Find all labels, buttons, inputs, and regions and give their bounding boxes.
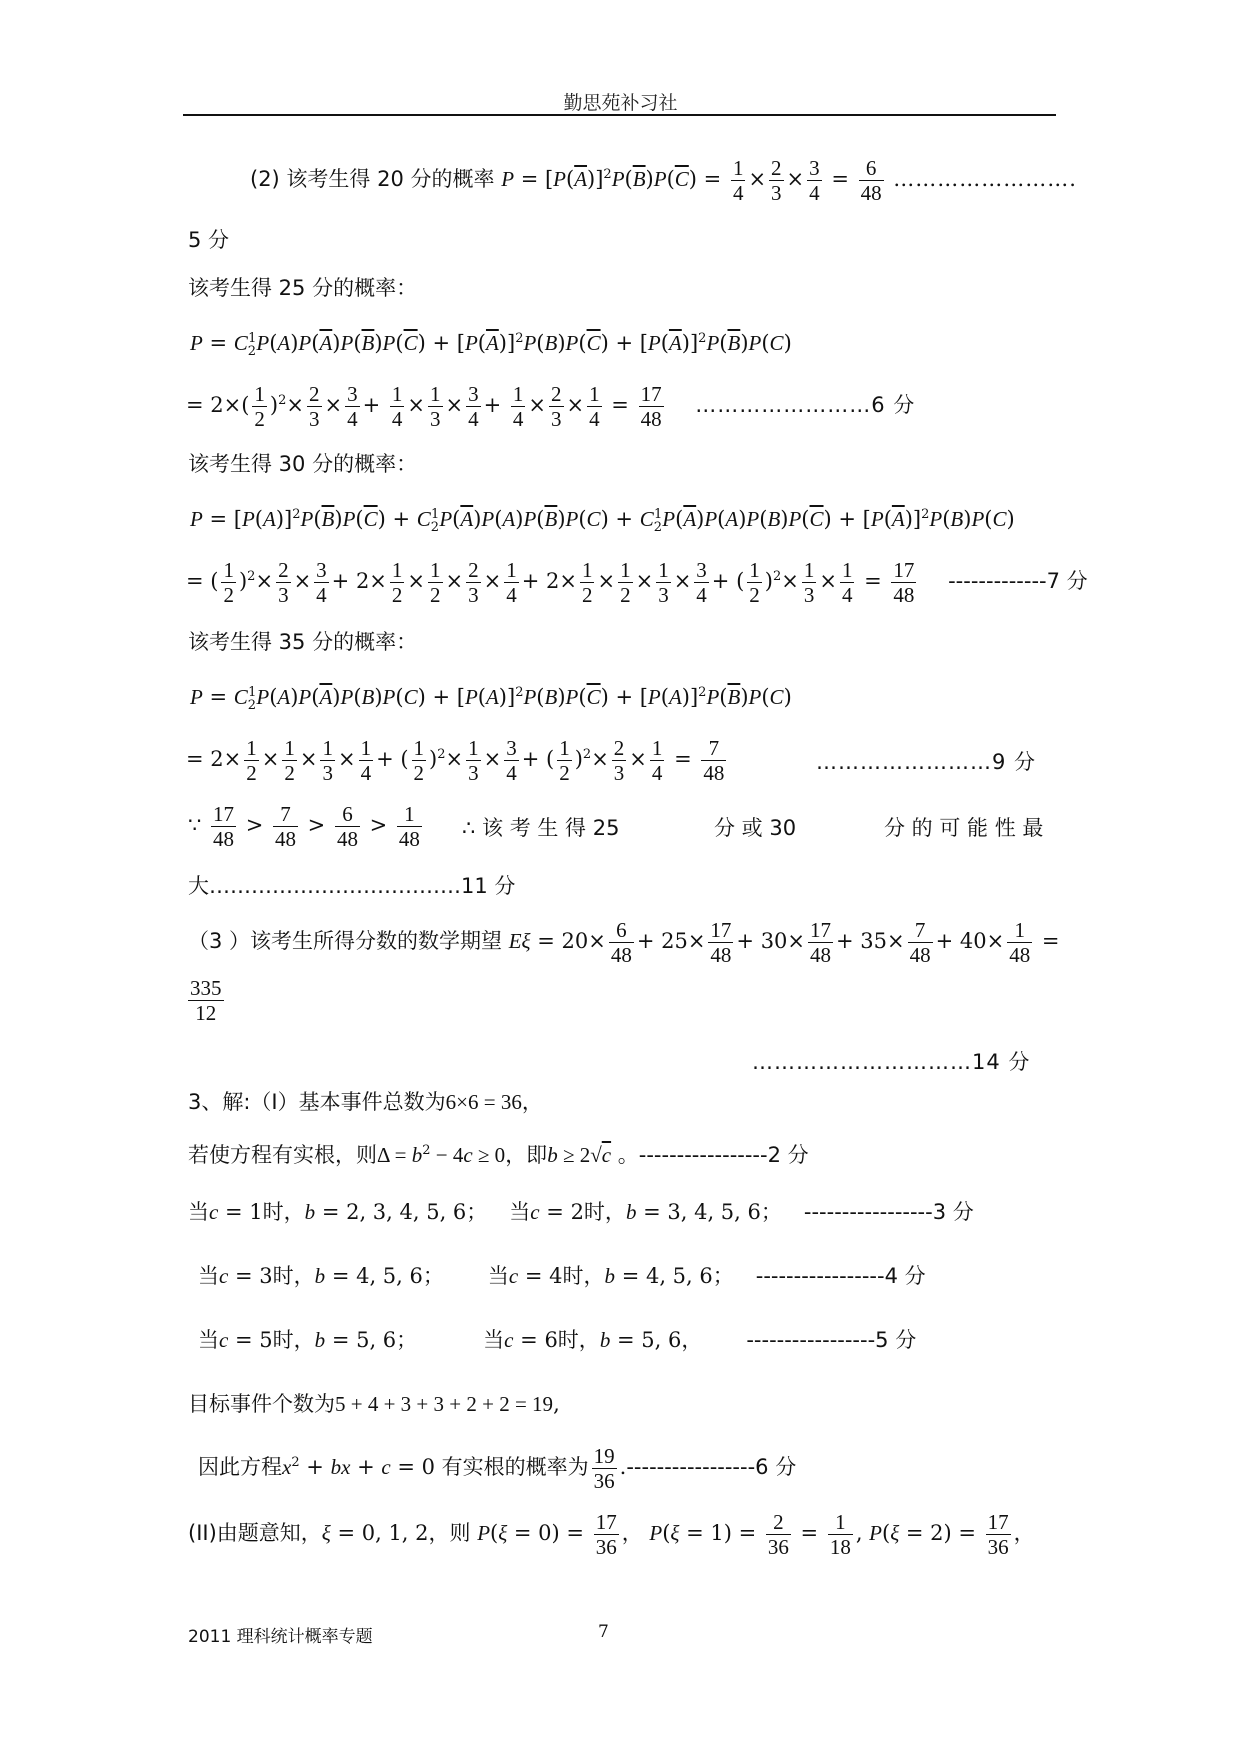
s3-mark2: -----------------2 分 — [638, 1143, 809, 1167]
p30-formula: $P = [P(A)]^2P(\overline{B})P(\overline{C}) + C_2^1P(\overline{A})P(A)P(\overline{B})P(C) + C_2^1P(\overline{A})P(A)P(B)P(\overline{C}) + [P(\overline{A})]^2P(B)P(C)$ — [190, 507, 1015, 536]
concl-mid: ∴ 该 考 生 得 25 — [462, 816, 620, 840]
p3-line: （3 ）该考生所得分数的数学期望 Eξ = 20× $\frac{6}{48}$ + 25× $\frac{17}{48}$ + 30× $\frac{17}{48}$ + 35× $\frac{7}{48}$ + 40× $\frac{1}{48}$ = — [188, 918, 1060, 968]
s3-line2-text: 若使方程有实根，则 — [188, 1143, 377, 1167]
s3-line1: 3、解:（I）基本事件总数为6×6 = 36， — [188, 1090, 543, 1114]
s3-line1-text: 3、解:（I）基本事件总数为 — [188, 1090, 446, 1114]
s3-target-text: 目标事件个数为 — [188, 1392, 335, 1416]
s3-mark3: -----------------3 分 — [803, 1200, 974, 1224]
s3-case34: 当c = 3时，b = 4, 5, 6； 当c = 4时，b = 4, 5, 6； -----------------4 分 — [198, 1264, 926, 1288]
p25-formula: $P = C_2^1P(A)P(\overline{A})P(\overline{B})P(\overline{C}) + [P(\overline{A})]^2P(B)P(\overline{C}) + [P(\overline{A})]^2P(\overline{B})P(C)$ — [190, 331, 792, 360]
s3-II: (II)由题意知，ξ = 0, 1, 2，则 P(ξ = 0) = $\frac{17}{36}$ ， P(ξ = 1) = $\frac{2}{36}$ = $\frac{1}{18}$ , P(ξ = 2) = $\frac{17}{36}$ ， — [188, 1510, 1035, 1560]
page-number: 7 — [598, 1622, 609, 1642]
p20-mark: 5 分 — [188, 228, 230, 252]
p30-mark: -------------7 分 — [948, 569, 1088, 594]
s3-yin: 因此方程 — [198, 1455, 282, 1480]
header-rule — [183, 114, 1056, 116]
s3-ze: ，则 — [428, 1521, 471, 1546]
s3-target: 目标事件个数为5 + 4 + 3 + 3 + 2 + 2 = 19, — [188, 1392, 560, 1416]
s3-line2: 若使方程有实根，则$\Delta = b^2 - 4c \ge 0$，即b ≥ 2√c 。-----------------2 分 — [188, 1143, 809, 1167]
p25-label: 该考生得 25 分的概率： — [188, 276, 418, 300]
concl-da: 大………………………………11 分 — [188, 874, 516, 898]
footer-title: 2011 理科统计概率专题 — [188, 1627, 373, 1647]
s3-mark6: -----------------6 分 — [626, 1455, 797, 1480]
s3-youshi: 有实根的概率为 — [441, 1455, 589, 1480]
concl-end: 分 的 可 能 性 最 — [884, 816, 1044, 840]
p30-label: 该考生得 30 分的概率： — [188, 452, 418, 476]
compare-line: ∵ $\frac{17}{48}$ > $\frac{7}{48}$ > $\frac{6}{48}$ > $\frac{1}{48}$ — [188, 802, 420, 852]
page-header: 勤思苑补习社 — [563, 92, 678, 114]
s3-mark5: -----------------5 分 — [746, 1328, 917, 1352]
s3-case12: 当c = 1时，b = 2, 3, 4, 5, 6； 当c = 2时，b = 3, 4, 5, 6； -----------------3 分 — [188, 1200, 974, 1224]
p20-dots: ……………………. — [893, 167, 1077, 192]
p35-label: 该考生得 35 分的概率： — [188, 630, 418, 654]
s3-mark4: -----------------4 分 — [755, 1264, 926, 1288]
p3-label: （3 ）该考生所得分数的数学期望 — [188, 929, 503, 954]
p35-mark: ……………………9 分 — [816, 750, 1037, 774]
p25-mark: ……………………6 分 — [695, 393, 916, 418]
s3-case56: 当c = 5时，b = 5, 6； 当c = 6时，b = 5, 6， -----------------5 分 — [198, 1328, 917, 1352]
s3-II-label: (II)由题意知， — [188, 1521, 322, 1546]
concl-or: 分 或 30 — [714, 816, 797, 840]
s3-prob: 因此方程$x^2$ + bx + c = 0 有实根的概率为 $\frac{19}{36}$ .-----------------6 分 — [198, 1444, 797, 1494]
p30-calc: = ( $\frac{1}{2}$ )$^2$× $\frac{2}{3}$ × $\frac{3}{4}$ + 2× $\frac{1}{2}$ × $\frac{1}{2}$ × $\frac{2}{3}$ × $\frac{1}{4}$ + 2× $\frac{1}{2}$ × $\frac{1}{2}$ × $\frac{1}{3}$ × $\frac{3}{4}$ + ( $\frac{1}{2}$ )$^2$× $\frac{1}{3}$ × $\frac{1}{4}$ = $\frac{17}{48}$ -------------7 分 — [186, 558, 1088, 608]
p3-result: $\frac{335}{12}$ — [190, 976, 222, 1026]
p3-mark: …………………………14 分 — [752, 1050, 1031, 1074]
p35-calc: = 2× $\frac{1}{2}$ × $\frac{1}{2}$ × $\frac{1}{3}$ × $\frac{1}{4}$ + ( $\frac{1}{2}$ )$^2$× $\frac{1}{3}$ × $\frac{3}{4}$ + ( $\frac{1}{2}$ )$^2$× $\frac{2}{3}$ × $\frac{1}{4}$ = $\frac{7}{48}$ — [186, 736, 725, 786]
line-p20: (2) 该考生得 20 分的概率 $P = [P(\overline{A})]^2P(\overline{B})P(\overline{C})$ = $\frac{1}{4}$ × $\frac{2}{3}$ × $\frac{3}{4}$ = $\frac{6}{48}$ ……………………. — [250, 156, 1077, 206]
p35-formula: $P = C_2^1P(A)P(\overline{A})P(B)P(C) + [P(A)]^2P(B)P(\overline{C}) + [P(A)]^2P(\overline{B})P(C)$ — [190, 685, 792, 714]
p25-calc: = 2×( $\frac{1}{2}$ )$^2$× $\frac{2}{3}$ × $\frac{3}{4}$ + $\frac{1}{4}$ × $\frac{1}{3}$ × $\frac{3}{4}$ + $\frac{1}{4}$ × $\frac{2}{3}$ × $\frac{1}{4}$ = $\frac{17}{48}$ ……………………6 分 — [186, 382, 916, 432]
p20-label: (2) 该考生得 20 分的概率 — [250, 167, 495, 192]
